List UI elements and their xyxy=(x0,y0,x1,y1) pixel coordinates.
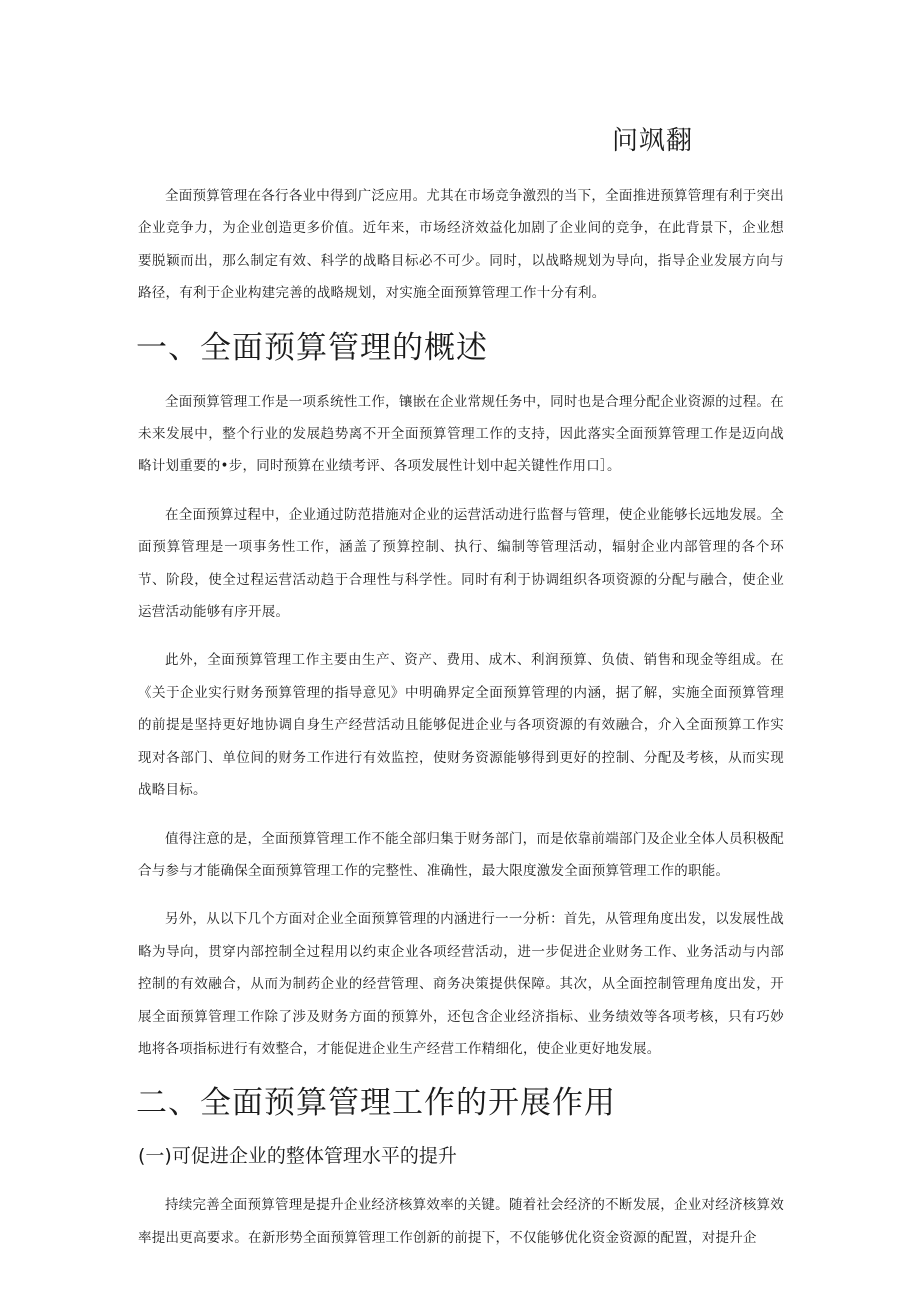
document-body xyxy=(138,180,784,1270)
intro-paragraph: 全面预算管理在各行各业中得到广泛应用。尤其在市场竞争激烈的当下，全面推进预算管理有利于突出企业竞争力，为企业创造更多价值。近年来，市场经济效益化加剧了企业间的竞争，在此背景下，企业想要脱颖而出，那么制定有效、科学的战略目标必不可少。同时，以战略规划为导向，指导企业发展方向与路径，有利于企业构建完善的战略规划，对实施全面预算管理工作十分有利。 xyxy=(138,188,784,302)
section-1-heading: 一、全面预算管理的概述 xyxy=(136,329,488,366)
section-1-paragraph: 值得注意的是，全面预算管理工作不能全部归集于财务部门，而是依靠前端部门及企业全体人员积极配合与参与才能确保全面预算管理工作的完整性、准确性，最大限度激发全面预算管理工作的职能。 xyxy=(138,830,784,879)
subsection-2-1-paragraph: 持续完善全面预算管理是提升企业经济核算效率的关键。随着社会经济的不断发展，企业对经济核算效率提出更高要求。在新形势全面预算管理工作创新的前提下，不仅能够优化资金资源的配置，对提升企 xyxy=(138,1197,784,1246)
section-1-paragraph: 另外，从以下几个方面对企业全面预算管理的内涵进行一一分析：首先，从管理角度出发，以发展性战略为导向，贯穿内部控制全过程用以约束企业各项经营活动，进一步促进企业财务工作、业务活动与内部控制的有效融合，从而为制药企业的经营管理、商务决策提供保障。其次，从全面控制管理角度出发，开展全面预算管理工作除了涉及财务方面的预算外，还包含企业经济指标、业务绩效等各项考核，只有巧妙地将各项指标进行有效整合，才能促进企业生产经营工作精细化，使企业更好地发展。 xyxy=(138,911,784,1057)
section-1-paragraph: 在全面预算过程中，企业通过防范措施对企业的运营活动进行监督与管理，使企业能够长远地发展。全面预算管理是一项事务性工作，涵盖了预算控制、执行、编制等管理活动，辐射企业内部管理的各个环节、阶段，使全过程运营活动趋于合理性与科学性。同时有利于协调组织各项资源的分配与融合，使企业运营活动能够有序开展。 xyxy=(138,506,784,621)
section-1-paragraph: 全面预算管理工作是一项系统性工作，镶嵌在企业常规任务中，同时也是合理分配企业资源的过程。在未来发展中，整个行业的发展趋势离不开全面预算管理工作的支持，因此落实全面预算管理工作是迈向战略计划重要的•步，同时预算在业绩考评、各项发展性计划中起关键性作用口］。 xyxy=(138,393,784,475)
section-2-heading: 二、全面预算管理工作的开展作用 xyxy=(136,1085,616,1122)
section-1-paragraph: 此外，全面预算管理工作主要由生产、资产、费用、成木、利润预算、负债、销售和现金等组成。在《关于企业实行财务预算管理的指导意见》中明确界定全面预算管理的内涵，据了解，实施全面预算管理的前提是坚持更好地协调自身生产经营活动且能够促进企业与各项资源的有效融合，介入全面预算工作实现对各部门、单位间的财务工作进行有效监控，使财务资源能够得到更好的控制、分配及考核，从而实现战略目标。 xyxy=(138,652,784,799)
document-title: 问飒翻 xyxy=(612,126,694,156)
subsection-2-1-heading: (一)可促进企业的整体管理水平的提升 xyxy=(138,1145,457,1168)
